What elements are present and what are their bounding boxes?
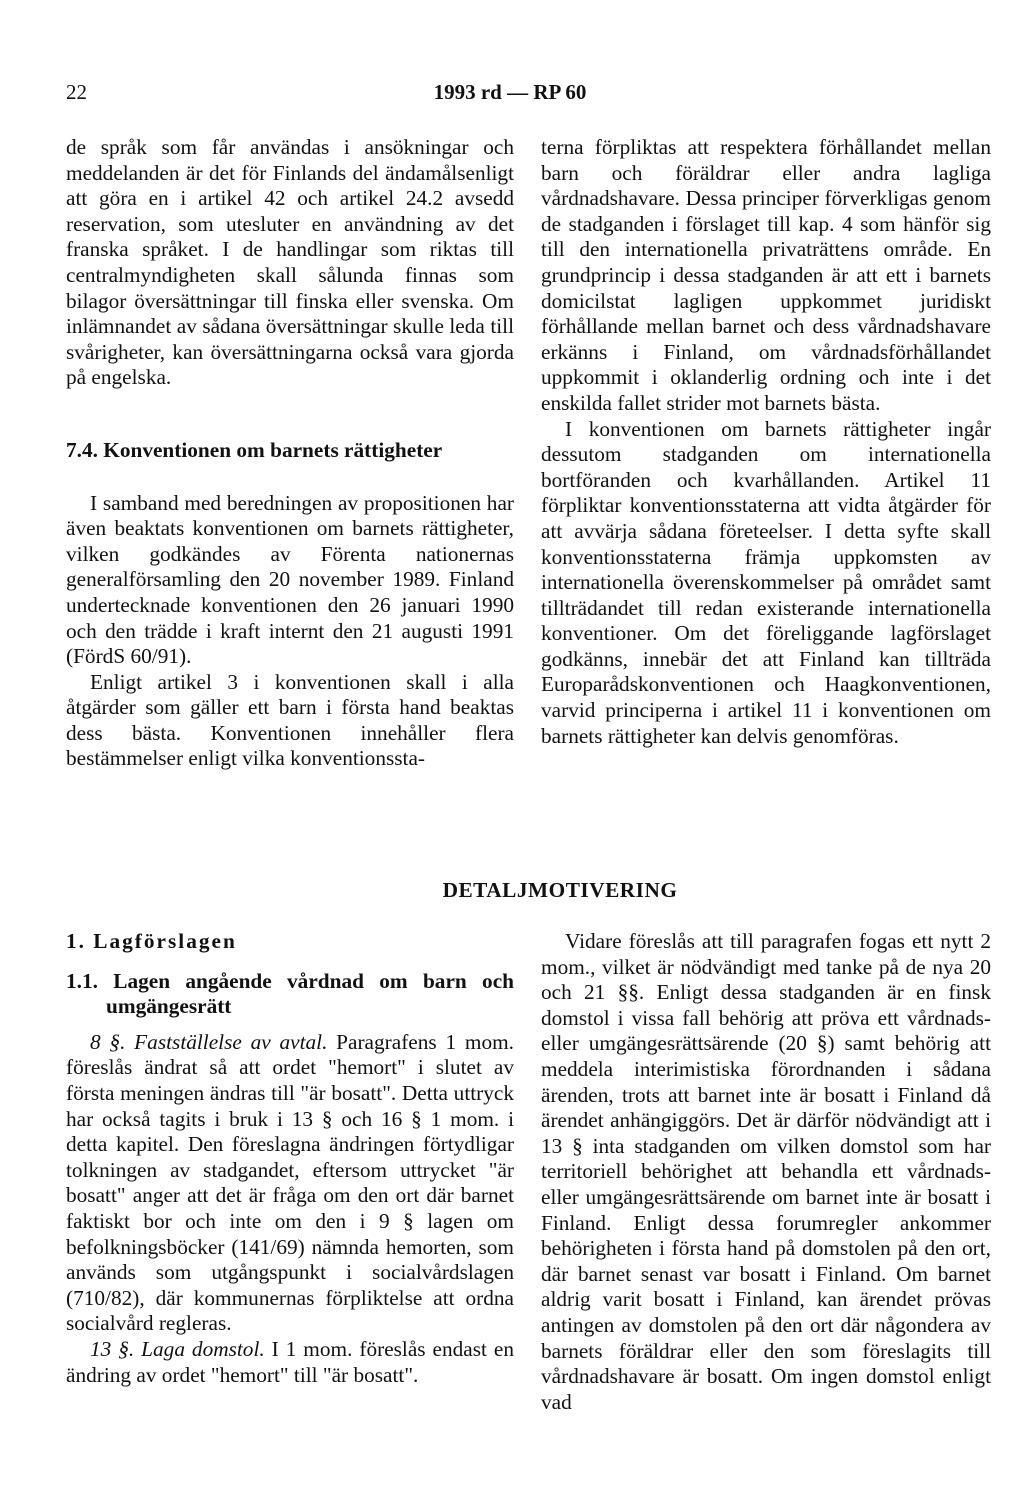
- section-8-paragraph: [66, 1030, 514, 1337]
- paragraph: I konventionen om barnets rättigheter ingår dessutom stadganden om internationella bortföranden och kvarhållanden. Artikel 11 förpliktar konventionsstaterna att vidta åtgärder för att avvärja sådana företeelser. I detta syfte skall konventionsstaterna främja uppkomsten av internationella överenskommelser på området samt tillträdandet till redan existerande internationella konventioner. Om det föreliggande lagförslaget godkänns, innebär det att Finland kan tillträda Europarådskonventionen och Haagkonventionen, varvid principerna i artikel 11 i konventionen om barnets rättigheter kan delvis genomföras.: [541, 416, 991, 748]
- section-8-text: Paragrafens 1 mom. föreslås ändrat så att ordet "hemort" i slutet av första meningen ändras till "är bosatt". Detta uttryck har också tagits i bruk i 13 § och 16 § 1 mom. i detta kapitel. Den föreslagna ändringen förtydligar tolkningen av stadgandet, eftersom uttrycket "är bosatt" anger att det är fråga om den ort där barnet faktiskt bor och inte om den i 9 § lagen om befolkningsböcker (141/69) nämnda hemorten, som används som utgångspunkt i socialvårdslagen (710/82), där kommunernas förpliktelse att ordna socialvård regleras.: [66, 1029, 514, 1336]
- top-right-column: [541, 135, 991, 749]
- paragraph: I samband med beredningen av propositionen har även beaktats konventionen om barnets rättigheter, vilken godkändes av Förenta nationernas generalförsamling den 20 november 1989. Finland undertecknade konventionen den 26 januari 1990 och den trädde i kraft internt den 21 augusti 1991 (FördS 60/91).: [66, 490, 514, 669]
- paragraph: Vidare föreslås att till paragrafen fogas ett nytt 2 mom., vilket är nödvändigt med tanke på de nya 20 och 21 §§. Enligt dessa stadganden är en finsk domstol i vissa fall behörig att pröva ett vårdnads- eller umgängesrättsärende (20 §) samt behörig att meddela interimistiska förordnanden i sådana ärenden, trots att barnet inte är bosatt i Finland då ärendet anhängiggörs. Det är därför nödvändigt att i 13 § inta stadganden om vilken domstol som har territoriell behörighet att behandla ett vårdnads- eller umgängesrättsärende om barnet inte är bosatt i Finland. Enligt dessa forumregler ankommer behörigheten i första hand på domstolen på den ort, där barnet senast var bosatt i Finland. Om barnet aldrig varit bosatt i Finland, kan ärendet prövas antingen av domstolen på den ort där någondera av barnets föräldrar eller den som föreslagits till vårdnadshavare är bosatt. Om ingen domstol enligt vad: [541, 929, 991, 1414]
- section-13-label: 13 §. Laga domstol.: [90, 1336, 265, 1361]
- law-proposals-heading: 1. Lagförslagen: [66, 929, 237, 953]
- bottom-left-column: [66, 929, 514, 1388]
- detaljmotivering-heading: DETALJMOTIVERING: [442, 878, 678, 902]
- section-13-text: I 1 mom. föreslås endast en ändring av ordet "hemort" till "är bosatt".: [66, 1336, 515, 1387]
- law-sub-heading: 1.1. Lagen angående vårdnad om barn och umgängesrätt: [66, 968, 514, 1019]
- section-heading-7-4: 7.4. Konventionen om barnets rättigheter: [66, 437, 443, 462]
- section-13-paragraph: [66, 1337, 514, 1388]
- paragraph: de språk som får användas i ansökningar och meddelanden är det för Finlands del ändamålsenligt att göra en i artikel 42 och artikel 24.2 avsedd reservation, som utesluter en användning av det franska språket. I de handlingar som riktas till centralmyndigheten skall sålunda finnas som bilagor översättningar till finska eller svenska. Om inlämnandet av sådana översättningar skulle leda till svårigheter, kan översättningarna också vara gjorda på engelska.: [66, 135, 514, 390]
- top-left-column: [66, 135, 514, 772]
- paragraph: Enligt artikel 3 i konventionen skall i alla åtgärder som gäller ett barn i första hand beaktas dess bästa. Konventionen innehåller flera bestämmelser enligt vilka konventionssta-: [66, 669, 514, 771]
- running-head: 1993 rd — RP 60: [433, 80, 587, 104]
- paragraph: terna förpliktas att respektera förhållandet mellan barn och föräldrar eller andra lagliga vårdnadshavare. Dessa principer förverkligas genom de stadganden i förslaget till kap. 4 som hänför sig till den internationella privaträttens område. En grundprincip i dessa stadganden är att ett i barnets domicilstat lagligen uppkommet juridiskt förhållande mellan barnet och dess vårdnadshavare erkänns i Finland, om vårdnadsförhållandet uppkommit i oklanderlig ordning och inte i det enskilda fallet strider mot barnets bästa.: [541, 135, 991, 415]
- section-8-label: 8 §. Fastställelse av avtal.: [90, 1029, 328, 1054]
- bottom-right-column: [541, 929, 991, 1415]
- page-number: 22: [66, 80, 87, 104]
